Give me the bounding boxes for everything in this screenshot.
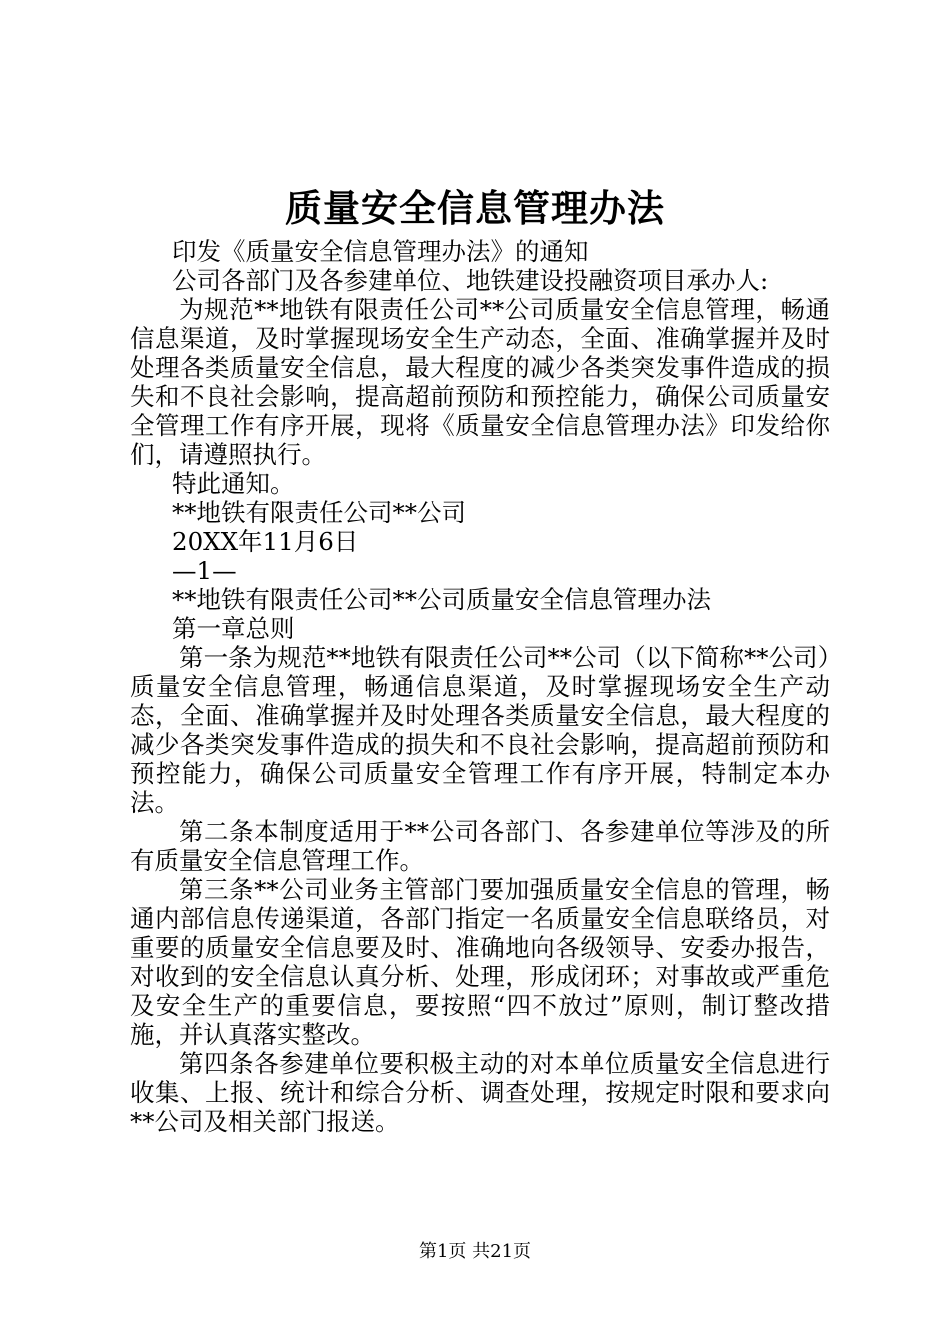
regulation-title: **地铁有限责任公司**公司质量安全信息管理办法	[172, 585, 711, 614]
issuer-name: **地铁有限责任公司**公司	[172, 498, 466, 527]
article-1: 第一条为规范**地铁有限责任公司**公司（以下简称**公司）质量安全信息管理，畅通信息渠道，及时掌握现场安全生产动态，全面、准确掌握并及时处理各类质量安全信息，最大程度的减少各类突发事件造成的损失和不良社会影响，提高超前预防和预控能力，确保公司质量安全管理工作有序开展，特制定本办法。	[130, 643, 830, 817]
document-body	[130, 237, 830, 1136]
article-2: 第二条本制度适用于**公司各部门、各参建单位等涉及的所有质量安全信息管理工作。	[130, 817, 830, 875]
article-4: 第四条各参建单位要积极主动的对本单位质量安全信息进行收集、上报、统计和综合分析、调查处理，按规定时限和要求向**公司及相关部门报送。	[130, 1049, 830, 1136]
page-marker: —1—	[172, 556, 237, 585]
notice-recipients: 公司各部门及各参建单位、地铁建设投融资项目承办人:	[172, 266, 769, 295]
page-footer: 第1页 共21页	[418, 1241, 532, 1262]
notice-heading: 印发《质量安全信息管理办法》的通知	[172, 237, 589, 266]
article-3: 第三条**公司业务主管部门要加强质量安全信息的管理，畅通内部信息传递渠道，各部门指定一名质量安全信息联络员，对重要的质量安全信息要及时、准确地向各级领导、安委办报告，对收到的安全信息认真分析、处理，形成闭环；对事故或严重危及安全生产的重要信息，要按照“四不放过”原则，制订整改措施，并认真落实整改。	[130, 875, 830, 1049]
notice-paragraph: 为规范**地铁有限责任公司**公司质量安全信息管理，畅通信息渠道，及时掌握现场安全生产动态，全面、准确掌握并及时处理各类质量安全信息，最大程度的减少各类突发事件造成的损失和不良社会影响，提高超前预防和预控能力，确保公司质量安全管理工作有序开展，现将《质量安全信息管理办法》印发给你们，请遵照执行。	[130, 295, 830, 469]
chapter-heading: 第一章总则	[172, 614, 295, 643]
issue-date: 20XX年11月6日	[172, 527, 359, 556]
document-title: 质量安全信息管理办法	[285, 186, 665, 230]
notice-closing: 特此通知。	[172, 469, 295, 498]
